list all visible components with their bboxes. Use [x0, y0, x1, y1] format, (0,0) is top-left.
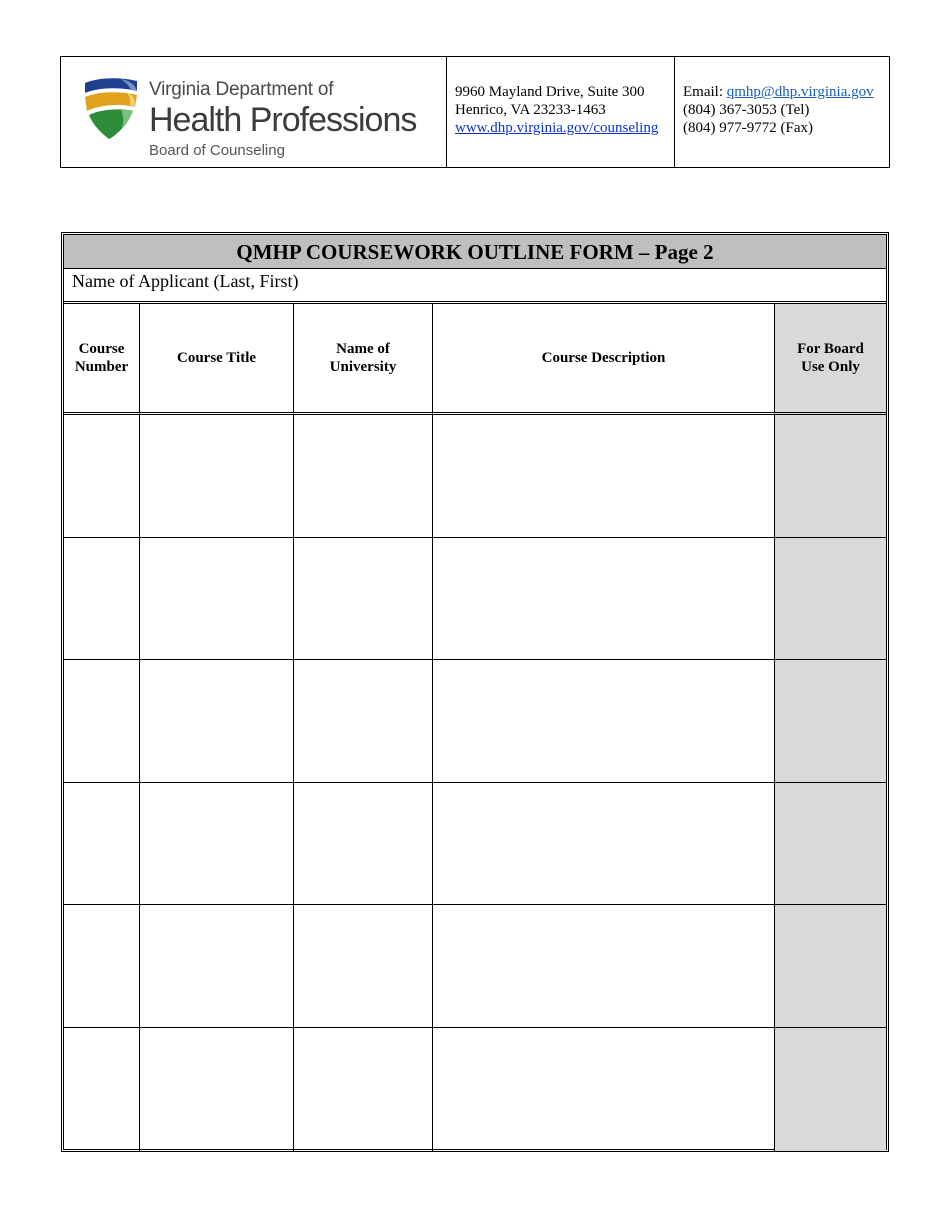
col-header-course-description: [433, 304, 775, 415]
board-use-cell: [775, 1028, 886, 1151]
col-header-university: [294, 304, 433, 415]
course-title-cell[interactable]: [140, 660, 294, 783]
address-block: [447, 57, 675, 167]
board-use-cell: [775, 783, 886, 906]
course-description-cell[interactable]: [433, 415, 775, 538]
course-number-cell[interactable]: [64, 538, 140, 661]
course-description-cell[interactable]: [433, 660, 775, 783]
university-cell[interactable]: [294, 1028, 433, 1151]
board-use-cell: [775, 415, 886, 538]
university-cell[interactable]: [294, 660, 433, 783]
university-cell[interactable]: [294, 783, 433, 906]
col-header-line: Use Only: [801, 359, 860, 375]
course-number-cell[interactable]: [64, 415, 140, 538]
col-header-line: Number: [74, 359, 129, 375]
email-label: Email:: [683, 84, 723, 100]
university-cell[interactable]: [294, 905, 433, 1028]
logo-cell: [61, 57, 447, 167]
letterhead: [60, 56, 890, 168]
col-header-line: University: [329, 359, 397, 375]
dhp-shield-logo-icon: [81, 77, 139, 141]
course-title-cell[interactable]: [140, 1028, 294, 1151]
course-title-cell[interactable]: [140, 905, 294, 1028]
website-link[interactable]: www.dhp.virginia.gov/counseling: [455, 120, 659, 136]
logo-wordmark: [149, 79, 416, 161]
street-address: 9960 Mayland Drive, Suite 300: [455, 84, 645, 100]
course-description-cell[interactable]: [433, 538, 775, 661]
email-link[interactable]: qmhp@dhp.virginia.gov: [726, 84, 874, 100]
board-use-cell: [775, 538, 886, 661]
board-use-cell: [775, 660, 886, 783]
course-number-cell[interactable]: [64, 783, 140, 906]
course-title-cell[interactable]: [140, 783, 294, 906]
contact-block: [675, 57, 889, 167]
course-description-cell[interactable]: [433, 783, 775, 906]
course-description-cell[interactable]: [433, 905, 775, 1028]
fax-number: (804) 977-9772 (Fax): [683, 120, 813, 136]
col-header-course-number: [64, 304, 140, 415]
col-header-line: Name of: [336, 341, 390, 357]
col-header-course-title: [140, 304, 294, 415]
university-cell[interactable]: [294, 415, 433, 538]
course-description-cell[interactable]: [433, 1028, 775, 1151]
university-cell[interactable]: [294, 538, 433, 661]
applicant-name-label: Name of Applicant (Last, First): [72, 271, 299, 291]
applicant-name-field[interactable]: [64, 269, 886, 304]
col-header-board-use: [775, 304, 886, 415]
logo-board: Board of Counseling: [149, 142, 285, 159]
col-header-line: For Board: [797, 341, 864, 357]
col-header-line: Course Description: [541, 350, 666, 366]
city-state-zip: Henrico, VA 23233-1463: [455, 102, 606, 118]
coursework-outline-form: [61, 232, 889, 1152]
col-header-line: Course: [78, 341, 125, 357]
course-title-cell[interactable]: [140, 538, 294, 661]
form-title: QMHP COURSEWORK OUTLINE FORM – Page 2: [64, 235, 886, 269]
col-header-line: Course Title: [176, 350, 257, 366]
phone-number: (804) 367-3053 (Tel): [683, 102, 810, 118]
course-number-cell[interactable]: [64, 660, 140, 783]
logo-agency: Health Professions: [149, 101, 417, 139]
course-number-cell[interactable]: [64, 1028, 140, 1151]
course-title-cell[interactable]: [140, 415, 294, 538]
course-number-cell[interactable]: [64, 905, 140, 1028]
board-use-cell: [775, 905, 886, 1028]
coursework-table: [64, 304, 886, 1151]
logo-department: Virginia Department of: [149, 79, 334, 100]
